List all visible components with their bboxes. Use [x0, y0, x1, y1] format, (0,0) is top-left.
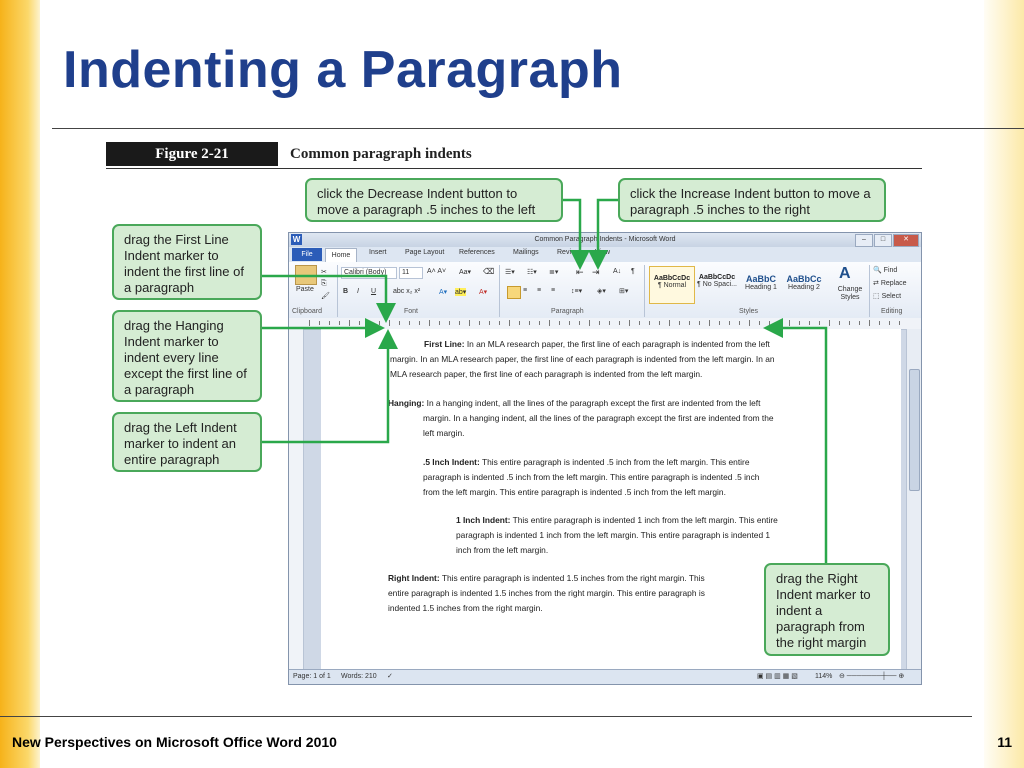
- ruler-tick: [499, 321, 500, 325]
- text-effects-icon[interactable]: A▾: [439, 289, 448, 296]
- style-normal[interactable]: [649, 266, 695, 304]
- find-label: Find: [883, 267, 898, 274]
- group-separator: [644, 265, 645, 317]
- tab-mailings[interactable]: Mailings: [513, 249, 539, 256]
- ruler-tick: [319, 321, 320, 325]
- para-text: This entire paragraph is indented 1.5 inches from the right margin. This: [441, 573, 705, 583]
- para-right-indent-3: indented 1.5 inches from the right margin.: [388, 603, 543, 613]
- style-heading-2[interactable]: [783, 266, 825, 302]
- font-color-icon[interactable]: A▾: [479, 289, 488, 296]
- style-name: Heading 2: [788, 284, 820, 291]
- word-count[interactable]: Words: 210: [341, 673, 377, 680]
- group-separator: [499, 265, 500, 317]
- figure-label: Figure 2-21: [106, 142, 278, 166]
- para-hanging-2: margin. In a hanging indent, all the lines of the paragraph except the first are indented from the: [423, 413, 774, 423]
- proofing-icon[interactable]: ✓: [387, 673, 393, 680]
- ruler-tick: [859, 321, 860, 325]
- ruler-tick: [589, 320, 590, 326]
- increase-indent-icon[interactable]: ⇥: [592, 267, 600, 277]
- footer-text: New Perspectives on Microsoft Office Word 2010: [12, 734, 337, 750]
- style-preview: AaBbC: [745, 274, 776, 284]
- minimize-icon[interactable]: –: [855, 234, 873, 247]
- cut-icon[interactable]: ✂: [321, 269, 327, 276]
- para-label: .5 Inch Indent:: [423, 457, 480, 467]
- ruler-tick: [449, 321, 450, 325]
- para-first-line-1: [424, 337, 770, 352]
- ruler-tick: [419, 321, 420, 325]
- para-half-inch-2: paragraph is indented .5 inch from the left margin. This entire paragraph is indented .5 inch: [423, 472, 760, 482]
- tab-insert[interactable]: Insert: [369, 249, 387, 256]
- grow-font-icon[interactable]: A˄ A˅: [427, 268, 447, 275]
- paste-label[interactable]: Paste: [296, 286, 314, 293]
- callout-first-line-indent: drag the First Line Indent marker to indent the first line of a paragraph: [112, 224, 262, 300]
- paste-icon[interactable]: [295, 265, 317, 285]
- zoom-slider[interactable]: ⊖ ───────┼── ⊕: [839, 673, 905, 680]
- ruler-tick: [529, 321, 530, 325]
- ruler-tick: [489, 321, 490, 325]
- ruler-tick: [839, 321, 840, 325]
- para-label: 1 Inch Indent:: [456, 515, 511, 525]
- ruler-tick: [479, 321, 480, 325]
- multilevel-list-icon[interactable]: ≣▾: [549, 269, 559, 276]
- style-no-spacing[interactable]: [695, 266, 739, 302]
- title-divider: [52, 128, 1024, 129]
- borders-icon[interactable]: ⊞▾: [619, 288, 629, 295]
- ruler-tick: [759, 321, 760, 325]
- para-hanging-3: left margin.: [423, 428, 465, 438]
- zoom-level[interactable]: 114%: [815, 673, 833, 680]
- ruler-tick: [569, 321, 570, 325]
- para-one-inch-3: inch from the left margin.: [456, 545, 549, 555]
- ruler-tick: [889, 321, 890, 325]
- sort-icon[interactable]: A↓: [613, 268, 622, 275]
- para-text: In an MLA research paper, the first line of each paragraph is indented from the left: [466, 339, 770, 349]
- tab-file[interactable]: File: [292, 248, 322, 261]
- page-count[interactable]: Page: 1 of 1: [293, 673, 331, 680]
- ruler-tick: [669, 320, 670, 326]
- ruler-tick: [599, 321, 600, 325]
- para-first-line-3: MLA research paper, the first line of each paragraph is indented from the left margin.: [390, 369, 703, 379]
- ruler-tick: [459, 321, 460, 325]
- ruler-tick: [819, 321, 820, 325]
- callout-right-indent: drag the Right Indent marker to indent a paragraph from the right margin: [764, 563, 890, 656]
- para-text: This entire paragraph is indented .5 inch from the left margin. This entire: [481, 457, 750, 467]
- group-paragraph: Paragraph: [551, 308, 584, 315]
- view-buttons[interactable]: ▣ ▤ ▥ ▦ ▧: [757, 673, 798, 680]
- ruler-tick: [509, 320, 510, 326]
- vertical-ruler: [289, 329, 304, 670]
- vertical-scrollbar[interactable]: [906, 329, 921, 670]
- ruler-tick: [409, 321, 410, 325]
- para-hanging-1: [388, 396, 760, 411]
- copy-icon[interactable]: ⎘: [321, 280, 327, 287]
- underline-icon[interactable]: U: [371, 288, 377, 295]
- footer-divider: [0, 716, 972, 717]
- word-app-icon: W: [292, 235, 301, 244]
- window-title: Common Paragraph Indents - Microsoft Word: [534, 236, 676, 243]
- numbering-icon[interactable]: ☷▾: [527, 269, 537, 276]
- callout-increase-indent: click the Increase Indent button to move a paragraph .5 inches to the right: [618, 178, 886, 222]
- select-button[interactable]: [873, 292, 901, 300]
- font-size: 11: [402, 269, 410, 276]
- ruler-tick: [379, 321, 380, 325]
- para-label: Hanging:: [388, 398, 425, 408]
- ribbon-home: [289, 262, 921, 319]
- style-heading-1[interactable]: [741, 266, 781, 302]
- shading-icon[interactable]: ◈▾: [597, 288, 606, 295]
- tab-page-layout[interactable]: Page Layout: [405, 249, 445, 256]
- ruler-tick: [539, 321, 540, 325]
- group-styles: Styles: [739, 308, 759, 315]
- page-number: 11: [997, 734, 1012, 750]
- ruler-tick: [849, 321, 850, 325]
- decrease-indent-icon[interactable]: ⇤: [576, 267, 584, 277]
- ruler-tick: [739, 321, 740, 325]
- replace-icon: ⇄: [873, 280, 881, 287]
- font-size-box[interactable]: [399, 267, 423, 279]
- format-painter-icon[interactable]: 🖌: [321, 293, 330, 300]
- align-right-icon[interactable]: ≡: [537, 287, 542, 294]
- replace-label: Replace: [880, 280, 907, 287]
- show-hide-icon[interactable]: ¶: [631, 268, 635, 275]
- tab-home[interactable]: Home: [325, 248, 357, 262]
- ruler-tick: [619, 321, 620, 325]
- line-spacing-icon[interactable]: ↕≡▾: [571, 288, 583, 295]
- ruler-tick: [769, 321, 770, 325]
- ruler-tick: [469, 320, 470, 326]
- ruler-tick: [359, 321, 360, 325]
- group-separator: [337, 265, 338, 317]
- ruler-tick: [699, 321, 700, 325]
- right-gold-accent: [984, 0, 1024, 768]
- change-styles-label[interactable]: Change Styles: [837, 286, 863, 301]
- para-label: Right Indent:: [388, 573, 440, 583]
- align-left-icon[interactable]: [507, 286, 521, 299]
- para-one-inch-1: [456, 513, 778, 528]
- figure-header: [106, 142, 922, 169]
- style-preview: AaBbCcDc: [698, 274, 736, 281]
- highlight-icon[interactable]: ab▾: [455, 289, 467, 296]
- style-name: ¶ Normal: [657, 282, 687, 289]
- style-preview: AaBbCcDc: [653, 275, 691, 282]
- justify-icon[interactable]: ≡: [551, 287, 556, 294]
- ruler-tick: [649, 321, 650, 325]
- font-name-box[interactable]: [341, 267, 397, 279]
- ruler-tick: [549, 320, 550, 326]
- ruler-tick: [609, 321, 610, 325]
- style-name: Heading 1: [745, 284, 777, 291]
- ruler-tick: [829, 320, 830, 326]
- ruler-tick: [339, 321, 340, 325]
- para-text: In a hanging indent, all the lines of the paragraph except the first are indented from the left: [426, 398, 761, 408]
- figure-caption: Common paragraph indents: [290, 146, 472, 162]
- ruler-tick: [309, 320, 310, 326]
- ruler-tick: [679, 321, 680, 325]
- callout-decrease-indent: click the Decrease Indent button to move a paragraph .5 inches to the left: [305, 178, 563, 222]
- left-gold-accent: [0, 0, 40, 768]
- ruler-tick: [579, 321, 580, 325]
- ruler-tick: [429, 320, 430, 326]
- callout-hanging-indent: drag the Hanging Indent marker to indent every line except the first line of a paragraph: [112, 310, 262, 402]
- ruler-tick: [639, 321, 640, 325]
- select-icon: ⬚: [873, 293, 882, 300]
- replace-button[interactable]: [873, 279, 907, 287]
- tab-view[interactable]: View: [595, 249, 611, 256]
- ruler-tick: [389, 320, 390, 326]
- para-text: This entire paragraph is indented 1 inch from the left margin. This entire: [512, 515, 778, 525]
- tab-review[interactable]: Review: [557, 249, 580, 256]
- para-half-inch-3: from the left margin. This entire paragraph is indented .5 inch from the left margin.: [423, 487, 726, 497]
- ruler-tick: [789, 320, 790, 326]
- para-right-indent-2: entire paragraph is indented 1.5 inches from the right margin. This entire paragraph is: [388, 588, 705, 598]
- ruler-tick: [899, 321, 900, 325]
- ruler-tick: [689, 321, 690, 325]
- ruler-tick: [809, 321, 810, 325]
- ribbon-tabs: [289, 247, 921, 262]
- para-right-indent-1: [388, 571, 705, 586]
- ruler-tick: [349, 320, 350, 326]
- word-titlebar: [289, 233, 921, 247]
- ruler-tick: [709, 320, 710, 326]
- callout-left-indent: drag the Left Indent marker to indent an entire paragraph: [112, 412, 262, 472]
- change-case-icon[interactable]: Aa▾: [459, 269, 472, 276]
- find-icon: 🔍: [873, 267, 884, 274]
- bullets-icon[interactable]: ☰▾: [505, 269, 515, 276]
- ruler-tick: [439, 321, 440, 325]
- bold-icon[interactable]: B: [343, 288, 349, 295]
- ruler-tick: [659, 321, 660, 325]
- tab-references[interactable]: References: [459, 249, 495, 256]
- change-styles-icon[interactable]: A: [839, 265, 851, 282]
- scroll-thumb[interactable]: [909, 369, 920, 491]
- window-controls: [855, 234, 919, 247]
- strikethrough-icon[interactable]: abc x₂ x²: [393, 288, 421, 295]
- ruler-tick: [329, 321, 330, 325]
- style-preview: AaBbCc: [786, 274, 822, 284]
- group-font: Font: [404, 308, 419, 315]
- ruler-tick: [559, 321, 560, 325]
- ruler-tick: [399, 321, 400, 325]
- ruler-tick: [729, 321, 730, 325]
- ruler-tick: [369, 321, 370, 325]
- ruler-tick: [749, 320, 750, 326]
- ruler-tick: [869, 320, 870, 326]
- select-label: Select: [881, 293, 902, 300]
- find-button[interactable]: [873, 266, 897, 274]
- slide-title: Indenting a Paragraph: [63, 41, 623, 99]
- group-editing: Editing: [881, 308, 903, 315]
- italic-icon[interactable]: I: [357, 288, 359, 295]
- ruler-tick: [629, 320, 630, 326]
- clear-format-icon[interactable]: ⌫: [483, 267, 495, 276]
- para-first-line-2: margin. In an MLA research paper, the first line of each paragraph is indented from the left margin. In an: [390, 354, 775, 364]
- ruler-tick: [719, 321, 720, 325]
- maximize-icon[interactable]: □: [874, 234, 892, 247]
- style-name: ¶ No Spaci...: [697, 281, 737, 288]
- para-half-inch-1: [423, 455, 749, 470]
- status-bar: [289, 669, 921, 684]
- group-separator: [869, 265, 870, 317]
- align-center-icon[interactable]: ≡: [523, 287, 528, 294]
- ruler-tick: [519, 321, 520, 325]
- ruler-tick: [799, 321, 800, 325]
- para-one-inch-2: paragraph is indented 1 inch from the left margin. This entire paragraph is indented 1: [456, 530, 771, 540]
- group-clipboard: Clipboard: [292, 308, 322, 315]
- close-icon[interactable]: ✕: [893, 234, 919, 247]
- ruler-tick: [779, 321, 780, 325]
- para-label: First Line:: [424, 339, 465, 349]
- ruler-tick: [879, 321, 880, 325]
- font-name: Calibri (Body): [344, 269, 387, 276]
